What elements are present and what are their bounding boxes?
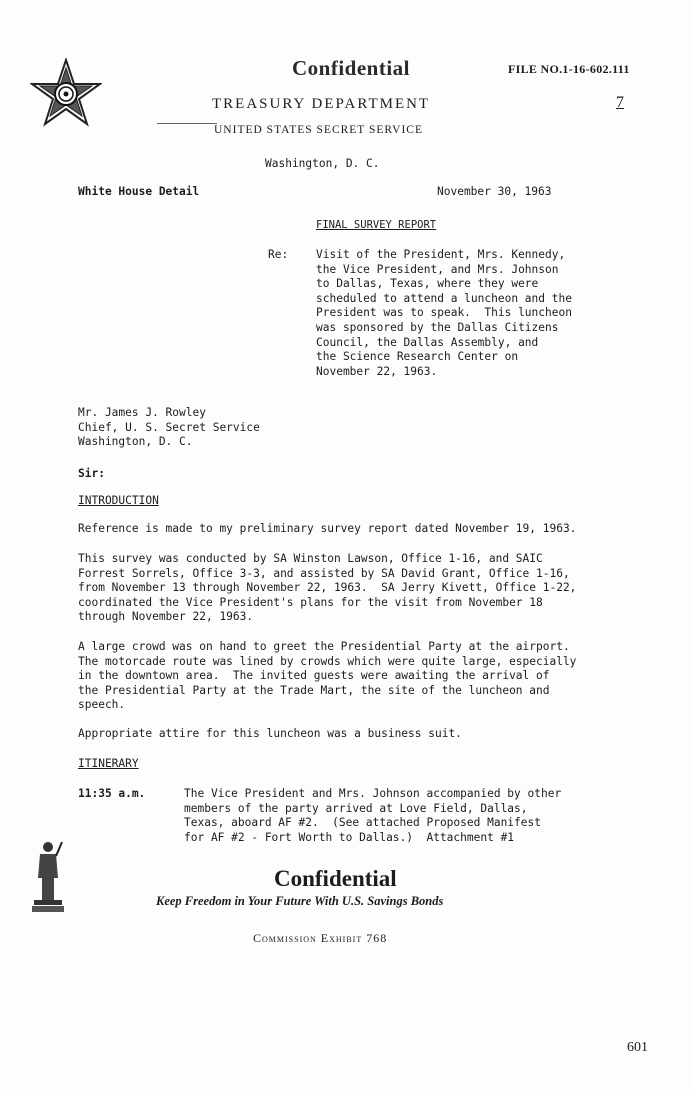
itinerary-time: 11:35 a.m. — [78, 787, 146, 800]
paragraph-line: the Presidential Party at the Trade Mart, the site of the luncheon and — [78, 683, 550, 697]
re-line: the Vice President, and Mrs. Johnson — [316, 262, 559, 276]
paragraph-line: speech. — [78, 698, 126, 712]
intro-paragraph-4 — [78, 727, 462, 742]
paragraph-line: in the downtown area. The invited guests were awaiting the arrival of — [78, 669, 550, 683]
report-title: FINAL SURVEY REPORT — [316, 219, 437, 231]
paragraph-line: coordinated the Vice President's plans for the visit from November 18 — [78, 595, 543, 609]
re-subject — [316, 248, 572, 379]
page-mark: 7 — [616, 94, 624, 111]
re-label: Re: — [268, 248, 289, 261]
paragraph-line: through November 22, 1963. — [78, 610, 254, 624]
commission-exhibit: Commission Exhibit 768 — [253, 931, 388, 945]
treasury-star-seal-icon — [30, 58, 102, 130]
paragraph-line: The motorcade route was lined by crowds which were quite large, especially — [78, 654, 577, 668]
file-number: FILE NO.1-16-602.111 — [508, 62, 630, 76]
intro-paragraph-2 — [78, 552, 576, 625]
confidential-stamp-top: Confidential — [292, 56, 411, 80]
location-line: Washington, D. C. — [265, 157, 380, 170]
itinerary-line: members of the party arrived at Love Field, Dallas, — [184, 801, 528, 815]
paragraph-line: Appropriate attire for this luncheon was a business suit. — [78, 727, 462, 740]
re-line: Council, the Dallas Assembly, and — [316, 335, 539, 349]
itinerary-line: The Vice President and Mrs. Johnson accompanied by other — [184, 787, 562, 800]
re-line: scheduled to attend a luncheon and the — [316, 291, 572, 305]
minuteman-emblem-icon — [30, 838, 66, 914]
report-date: November 30, 1963 — [437, 185, 552, 198]
page-number: 601 — [627, 1040, 648, 1055]
confidential-stamp-bottom: Confidential — [274, 866, 397, 891]
re-line: was sponsored by the Dallas Citizens — [316, 320, 559, 334]
header-rule — [157, 123, 217, 124]
salutation: Sir: — [78, 467, 105, 480]
re-line: to Dallas, Texas, where they were — [316, 277, 539, 291]
department-title: TREASURY DEPARTMENT — [212, 96, 431, 112]
re-line: Visit of the President, Mrs. Kennedy, — [316, 248, 566, 261]
intro-paragraph-3 — [78, 640, 576, 713]
re-line: the Science Research Center on — [316, 350, 519, 364]
paragraph-line: Reference is made to my preliminary survey report dated November 19, 1963. — [78, 522, 577, 535]
re-line: November 22, 1963. — [316, 364, 438, 378]
re-line: President was to speak. This luncheon — [316, 306, 572, 320]
paragraph-line: Forrest Sorrels, Office 3-3, and assisted by SA David Grant, Office 1-16, — [78, 566, 570, 580]
itinerary-line: Texas, aboard AF #2. (See attached Proposed Manifest — [184, 816, 541, 830]
itinerary-entry — [184, 787, 561, 845]
paragraph-line: This survey was conducted by SA Winston Lawson, Office 1-16, and SAIC — [78, 552, 543, 565]
savings-bonds-slogan: Keep Freedom in Your Future With U.S. Savings Bonds — [156, 894, 444, 908]
service-title: UNITED STATES SECRET SERVICE — [214, 124, 423, 136]
paragraph-line: A large crowd was on hand to greet the Presidential Party at the airport. — [78, 640, 570, 653]
itinerary-line: for AF #2 - Fort Worth to Dallas.) Attachment #1 — [184, 830, 515, 844]
detail-line: White House Detail — [78, 185, 200, 198]
intro-paragraph-1 — [78, 522, 576, 537]
addressee-line: Washington, D. C. — [78, 435, 193, 449]
itinerary-heading: ITINERARY — [78, 757, 139, 770]
addressee-block — [78, 406, 260, 450]
addressee-line: Chief, U. S. Secret Service — [78, 420, 260, 434]
paragraph-line: from November 13 through November 22, 1963. SA Jerry Kivett, Office 1-22, — [78, 581, 577, 595]
addressee-line: Mr. James J. Rowley — [78, 406, 206, 419]
introduction-heading: INTRODUCTION — [78, 494, 159, 507]
